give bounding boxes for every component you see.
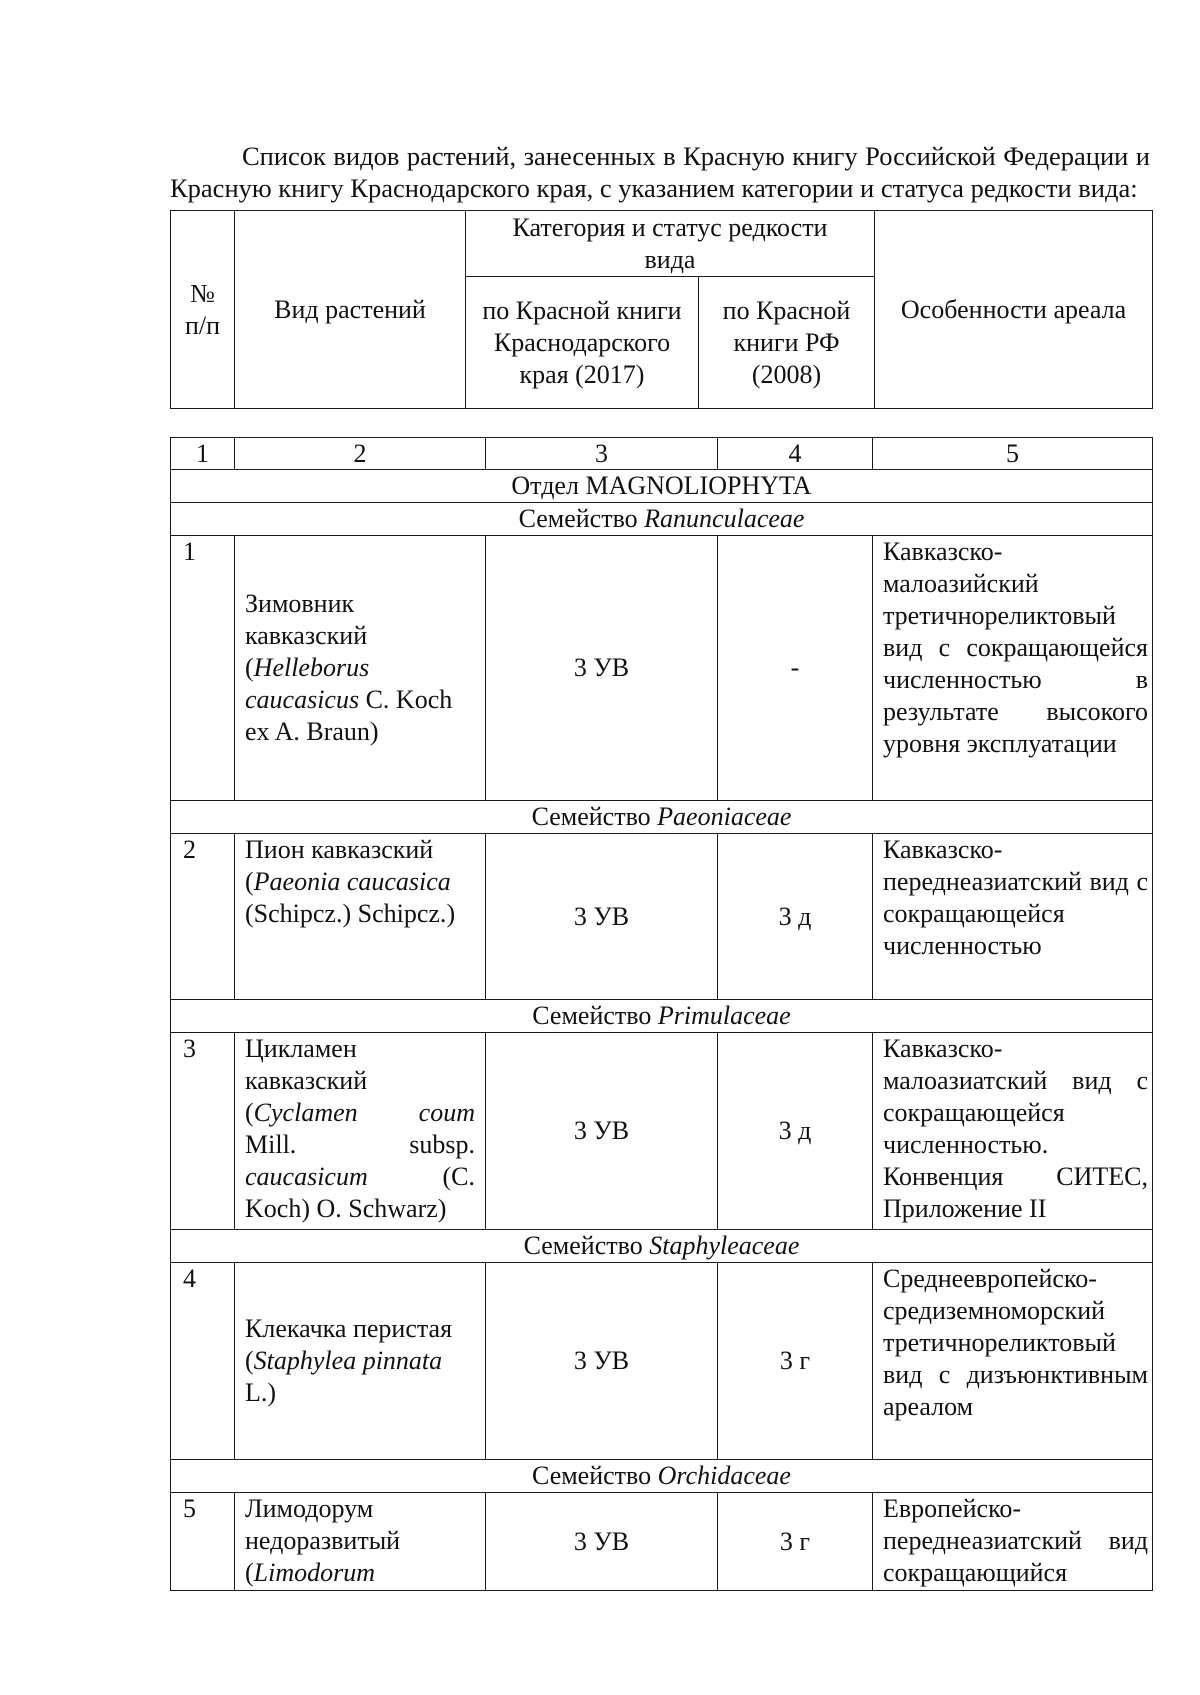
species-name: Цикламен кавказский (Cyclamen coum Mill. subsp. caucasicum (C. Koch) O. Schwarz) [235, 1033, 486, 1230]
range-features: Кавказско-переднеазиатский вид с сокращающейся численностью [873, 834, 1153, 1000]
column-number: 3 [486, 438, 718, 470]
species-latin: Limodorum [253, 1558, 376, 1587]
family-row [171, 1230, 1153, 1263]
column-number: 5 [873, 438, 1153, 470]
table-row [171, 1033, 1153, 1230]
family-label: Семейство [532, 1461, 652, 1490]
status-kk: 3 УВ [486, 536, 718, 801]
species-name-ru: Клекачка перистая [245, 1314, 453, 1343]
species-latin-subsp: caucasicum [245, 1162, 368, 1191]
species-name-ru: Зимовник кавказский [245, 589, 368, 650]
species-name: Пион кавказский (Paeonia caucasica (Schipcz.) Schipcz.) [235, 834, 486, 1000]
family-row [171, 1460, 1153, 1493]
status-kk: 3 УВ [486, 1263, 718, 1460]
division-row: Отдел MAGNOLIOPHYTA [171, 470, 1153, 503]
family-name: Paeoniaceae [657, 802, 792, 831]
family-label: Семейство [532, 1001, 652, 1030]
family-name: Orchidaceae [657, 1461, 791, 1490]
species-name-ru: Пион кавказский [245, 835, 434, 864]
header-range: Особенности ареала [875, 211, 1153, 409]
family-label: Семейство [518, 504, 638, 533]
intro-paragraph: Список видов растений, занесенных в Красную книгу Российской Федерации и Красную книгу Краснодарского края, с указанием категории и статуса редкости вида: [170, 140, 1150, 203]
species-author: L. [245, 1378, 268, 1407]
species-name: Клекачка перистая (Staphylea pinnata L.) [235, 1263, 486, 1460]
species-name: Зимовник кавказский (Helleborus caucasicus C. Koch ex A. Braun) [235, 536, 486, 801]
species-name-ru: Цикламен кавказский [245, 1034, 368, 1095]
range-features: Кавказско-малоазиатский вид с сокращающейся численностью. Конвенция СИТЕС, Приложение II [873, 1033, 1153, 1230]
status-rf: 3 д [718, 1033, 873, 1230]
table-row [171, 1263, 1153, 1460]
status-rf: 3 д [718, 834, 873, 1000]
family-name: Staphyleaceae [649, 1231, 800, 1260]
row-number: 3 [171, 1033, 235, 1230]
range-features: Среднеевропейско-средиземноморский третичнореликтовый вид с дизъюнктивным ареалом [873, 1263, 1153, 1460]
header-category: Категория и статус редкости вида [466, 211, 875, 277]
range-features: Кавказско-малоазийский третичнореликтовый вид с сокращающейся численностью в результате высокого уровня эксплуатации [873, 536, 1153, 801]
row-number: 4 [171, 1263, 235, 1460]
status-kk: 3 УВ [486, 1493, 718, 1591]
family-row [171, 801, 1153, 834]
table-row [171, 1493, 1153, 1591]
family-name: Ranunculaceae [644, 504, 805, 533]
row-number: 1 [171, 536, 235, 801]
species-author: C. Koch ex A. Braun [245, 685, 453, 746]
species-latin: Paeonia caucasica [253, 867, 451, 896]
species-latin: Staphylea pinnata [253, 1346, 443, 1375]
header-species: Вид растений [235, 211, 466, 409]
header-kk: по Красной книги Краснодарского края (2017) [466, 277, 699, 409]
table-header [170, 210, 1153, 409]
column-number: 4 [718, 438, 873, 470]
species-name-ru: Лимодорум недоразвитый [245, 1494, 401, 1555]
status-rf: 3 г [718, 1263, 873, 1460]
species-latin: Helleborus caucasicus [245, 653, 370, 714]
species-table [170, 437, 1153, 1591]
species-author: (Schipcz.) Schipcz. [245, 899, 447, 928]
column-number: 1 [171, 438, 235, 470]
status-kk: 3 УВ [486, 834, 718, 1000]
family-name: Primulaceae [657, 1001, 791, 1030]
species-name: Лимодорум недоразвитый (Limodorum [235, 1493, 486, 1591]
range-features: Европейско-переднеазиатский вид сокращающийся [873, 1493, 1153, 1591]
status-rf: - [718, 536, 873, 801]
species-latin: Cyclamen coum [253, 1098, 475, 1127]
header-rf: по Красной книги РФ (2008) [699, 277, 875, 409]
header-num: № п/п [171, 211, 235, 409]
row-number: 2 [171, 834, 235, 1000]
family-label: Семейство [523, 1231, 643, 1260]
species-author-subsp: (C. Koch) O. Schwarz [245, 1162, 475, 1223]
table-row [171, 536, 1153, 801]
table-row [171, 834, 1153, 1000]
species-author: Mill. subsp. [245, 1130, 475, 1159]
family-row [171, 1000, 1153, 1033]
column-number: 2 [235, 438, 486, 470]
column-numbers-row [171, 438, 1153, 470]
family-label: Семейство [531, 802, 651, 831]
status-kk: 3 УВ [486, 1033, 718, 1230]
row-number: 5 [171, 1493, 235, 1591]
status-rf: 3 г [718, 1493, 873, 1591]
family-row [171, 503, 1153, 536]
